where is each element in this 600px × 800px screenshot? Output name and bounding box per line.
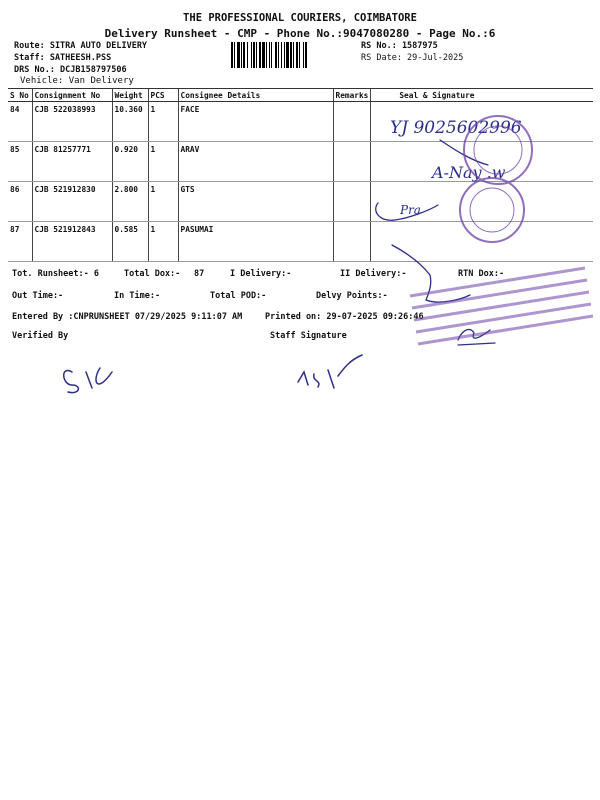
cell-consignment: CJB 522038993 — [32, 102, 112, 142]
total-pod: Total POD:- — [210, 291, 267, 301]
delvy-points: Delvy Points:- — [316, 291, 388, 301]
cell-weight: 2.800 — [112, 182, 148, 222]
cell-pcs: 1 — [148, 222, 178, 262]
cell-sno: 86 — [8, 182, 32, 222]
printed-on: Printed on: 29-07-2025 09:26:46 — [265, 312, 424, 322]
i-delivery: I Delivery:- — [230, 269, 292, 279]
in-time: In Time:- — [114, 291, 161, 301]
cell-weight: 10.360 — [112, 102, 148, 142]
tot-runsheet: Tot. Runsheet:- 6 — [12, 269, 99, 279]
cell-consignee: FACE — [178, 102, 333, 142]
drs-label: DRS No.: DCJB158797506 — [14, 65, 127, 75]
total-dox-value: 87 — [194, 269, 205, 279]
col-remarks: Remarks — [333, 89, 371, 102]
cell-sno: 87 — [8, 222, 32, 262]
col-consignee: Consignee Details — [178, 89, 333, 102]
cell-sno: 85 — [8, 142, 32, 182]
staff-label: Staff: SATHEESH.PSS — [14, 53, 112, 63]
handwritten-note: YJ 9025602996 — [390, 118, 522, 138]
cell-consignee: PASUMAI — [178, 222, 333, 262]
vehicle-label: Vehicle: Van Delivery — [20, 76, 134, 86]
col-sno: S No — [8, 89, 32, 102]
handwritten-note: A-Nay .w — [432, 163, 506, 182]
rs-date: RS Date: 29-Jul-2025 — [361, 53, 464, 63]
col-consignment: Consignment No — [32, 89, 112, 102]
col-pcs: PCS — [148, 89, 178, 102]
signature-icon — [298, 355, 362, 388]
total-dox-label: Total Dox:- — [124, 269, 181, 279]
handwritten-note: Pra — [400, 203, 421, 217]
entered-by: Entered By :CNPRUNSHEET 07/29/2025 9:11:07 AM — [12, 312, 243, 322]
route-label: Route: SITRA AUTO DELIVERY — [14, 41, 148, 51]
cell-consignment: CJB 81257771 — [32, 142, 112, 182]
runsheet-title: Delivery Runsheet - CMP - Phone No.:9047080280 - Page No.:6 — [104, 27, 496, 40]
cell-consignee: ARAV — [178, 142, 333, 182]
cell-consignment: CJB 521912830 — [32, 182, 112, 222]
company-name-stamp-icon — [410, 268, 593, 344]
cell-pcs: 1 — [148, 142, 178, 182]
out-time: Out Time:- — [12, 291, 64, 301]
col-weight: Weight — [112, 89, 148, 102]
col-seal-signature: Seal & Signature — [371, 89, 593, 102]
staff-signature-label: Staff Signature — [270, 331, 347, 341]
rtn-dox: RTN Dox:- — [458, 269, 505, 279]
cell-pcs: 1 — [148, 102, 178, 142]
signature-icon — [64, 368, 112, 393]
cell-sno: 84 — [8, 102, 32, 142]
cell-weight: 0.585 — [112, 222, 148, 262]
verified-by: Verified By — [12, 331, 69, 341]
ii-delivery: II Delivery:- — [340, 269, 407, 279]
company-title: THE PROFESSIONAL COURIERS, COIMBATORE — [183, 12, 417, 24]
cell-consignee: GTS — [178, 182, 333, 222]
cell-consignment: CJB 521912843 — [32, 222, 112, 262]
cell-weight: 0.920 — [112, 142, 148, 182]
cell-pcs: 1 — [148, 182, 178, 222]
rs-number: RS No.: 1587975 — [361, 41, 438, 51]
